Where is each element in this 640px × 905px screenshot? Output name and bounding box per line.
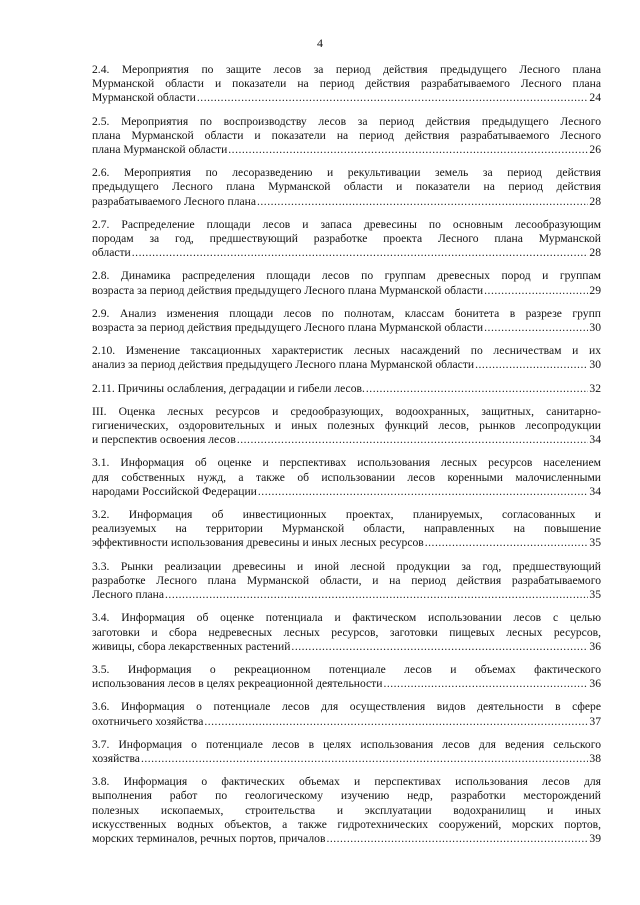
toc-entry-last-line	[92, 832, 601, 846]
toc-entry	[92, 560, 601, 603]
toc-page-number: 30	[589, 321, 601, 335]
toc-entry-line: гигиенических, оздоровительных и иных полезных функций лесов, рынков лесопродукции	[92, 419, 601, 433]
toc-page-number: 37	[589, 714, 601, 728]
toc-entry-last-line	[92, 485, 601, 499]
toc-entry-line: Мурманской области и показатели на период действия разрабатываемого Лесного плана	[92, 77, 601, 91]
toc-page-number: 28	[589, 246, 601, 260]
toc-entry-line: области	[92, 246, 131, 260]
dot-leader	[475, 358, 588, 372]
toc-entry	[92, 700, 601, 728]
toc-entry-last-line	[92, 321, 601, 335]
toc-entry-line: разрабатываемого Лесного плана	[92, 194, 256, 208]
toc-entry-line: охотничьего хозяйства	[92, 714, 204, 728]
toc-entry-line: эффективности использования древесины и иных лесных ресурсов	[92, 536, 424, 550]
toc-entry-line: III. Оценка лесных ресурсов и средообразующих, водоохранных, защитных, санитарно-	[92, 404, 601, 418]
toc-entry-line: 3.3. Рынки реализации древесины и иной лесной продукции за год, предшествующий	[92, 559, 601, 573]
toc-page-number: 39	[589, 831, 601, 845]
toc-entry-line: 3.1. Информация об оценке и перспективах использования лесных ресурсов населением	[92, 456, 601, 470]
toc-entry-line: 3.2. Информация об инвестиционных проектах, планируемых, согласованных и	[92, 508, 601, 522]
toc-entry-line: реализуемых на территории Мурманской области, направленных на повышение	[92, 522, 601, 536]
toc-page-number: 38	[589, 751, 601, 765]
toc-page-number: 26	[589, 143, 601, 157]
toc-entry-line: Лесного плана	[92, 588, 165, 602]
toc-page-number: 24	[589, 91, 601, 105]
toc-entry	[92, 775, 601, 846]
toc-entry-line: 3.8. Информация о фактических объемах и перспективах использования лесов для	[92, 775, 601, 789]
dot-leader	[165, 588, 588, 602]
toc-entry-line: народами Российской Федерации	[92, 484, 257, 498]
dot-leader	[484, 284, 588, 298]
toc-entry	[92, 218, 601, 261]
toc-entry-line: 3.5. Информация о рекреационном потенциале лесов и объемах фактического	[92, 662, 601, 676]
toc-entry-line: возраста за период действия предыдущего Лесного плана Мурманской области	[92, 283, 484, 297]
toc-entry-line: Мурманской области	[92, 91, 196, 105]
toc-entry	[92, 344, 601, 372]
toc-entry-last-line	[92, 640, 601, 654]
toc-entry-line: 2.10. Изменение таксационных характеристик лесных насаждений по лесничествам и их	[92, 344, 601, 358]
toc-entry	[92, 611, 601, 654]
toc-entry-line: 3.7. Информация о потенциале лесов в целях использования лесов для ведения сельского	[92, 737, 601, 751]
toc-entry	[92, 456, 601, 499]
dot-leader	[258, 485, 589, 499]
dot-leader	[366, 382, 589, 396]
toc-entry-line: заготовки и сбора недревесных лесных ресурсов, заготовки пищевых лесных ресурсов,	[92, 625, 601, 639]
toc-entry-line: морских терминалов, речных портов, причалов	[92, 831, 326, 845]
toc-page-number: 32	[589, 381, 601, 395]
toc-entry-last-line	[92, 715, 601, 729]
dot-leader	[291, 640, 588, 654]
toc-page-number: 29	[589, 283, 601, 297]
toc-entry-line: предыдущего Лесного плана Мурманской области и показатели на период действия	[92, 180, 601, 194]
toc-entry-line: искусственных водных объектов, а также гидротехнических сооружений, морских портов,	[92, 817, 601, 831]
toc-entry-line: плана Мурманской области и показатели на период действия разрабатываемого Лесного	[92, 128, 601, 142]
toc-page-number: 30	[589, 358, 601, 372]
toc-page-number: 36	[589, 639, 601, 653]
toc-page-number: 35	[589, 588, 601, 602]
dot-leader	[204, 715, 588, 729]
toc-entry	[92, 63, 601, 106]
toc-entry-line: 3.6. Информация о потенциале лесов для осуществления видов деятельности в сфере	[92, 700, 601, 714]
toc-entry-line: плана Мурманской области	[92, 143, 228, 157]
toc-page-number: 34	[589, 433, 601, 447]
toc-entry-line: использования лесов в целях рекреационной деятельности	[92, 677, 383, 691]
toc-entry-line: 2.4. Мероприятия по защите лесов за период действия предыдущего Лесного плана	[92, 63, 601, 76]
toc-entry	[92, 115, 601, 158]
toc-entry-last-line	[92, 143, 601, 157]
toc-entry-line: 2.8. Динамика распределения площади лесов по группам древесных пород и группам	[92, 269, 601, 283]
toc-entry-line: 2.11. Причины ослабления, деградации и гибели лесов.	[92, 381, 365, 395]
toc-entry-line: породам за год, предшествующий разработке проекта Лесного плана Мурманской	[92, 232, 601, 246]
toc-entry-line: 2.6. Мероприятия по лесоразведению и рекультивации земель за период действия	[92, 166, 601, 180]
toc-entry-line: разработке Лесного плана Мурманской области, и на период действия разрабатываемого	[92, 573, 601, 587]
toc-page-number: 36	[589, 677, 601, 691]
toc-entry-last-line	[92, 382, 601, 396]
toc-entry-line: полезных ископаемых, строительства и эксплуатации водохранилищ и иных	[92, 803, 601, 817]
toc-entry	[92, 382, 601, 396]
toc-page-number: 28	[589, 194, 601, 208]
toc-entry-last-line	[92, 195, 601, 209]
table-of-contents	[92, 63, 601, 846]
toc-entry	[92, 269, 601, 297]
toc-entry-line: возраста за период действия предыдущего Лесного плана Мурманской области	[92, 321, 484, 335]
toc-entry-last-line	[92, 358, 601, 372]
toc-entry-line: и перспектив освоения лесов	[92, 433, 236, 447]
dot-leader	[197, 91, 589, 105]
toc-page-number: 34	[589, 484, 601, 498]
dot-leader	[326, 832, 588, 846]
toc-entry	[92, 508, 601, 551]
toc-entry	[92, 738, 601, 766]
toc-entry	[92, 166, 601, 209]
toc-entry-last-line	[92, 433, 601, 447]
dot-leader	[132, 246, 589, 260]
toc-entry-line: хозяйства	[92, 751, 140, 765]
toc-entry-line: живицы, сбора лекарственных растений	[92, 639, 291, 653]
toc-entry-line: анализ за период действия предыдущего Лесного плана Мурманской области	[92, 358, 475, 372]
toc-entry-line: 2.7. Распределение площади лесов и запаса древесины по основным лесообразующим	[92, 217, 601, 231]
dot-leader	[425, 536, 589, 550]
toc-page-number: 35	[589, 536, 601, 550]
toc-entry-last-line	[92, 752, 601, 766]
toc-entry-line: для собственных нужд, а также об использовании лесов коренными малочисленными	[92, 470, 601, 484]
toc-entry-line: 2.5. Мероприятия по воспроизводству лесов за период действия предыдущего Лесного	[92, 114, 601, 128]
toc-entry	[92, 405, 601, 448]
toc-entry-line: 2.9. Анализ изменения площади лесов по полнотам, классам бонитета в разрезе групп	[92, 306, 601, 320]
toc-entry-last-line	[92, 284, 601, 298]
toc-entry-line: выполнения работ по геологическому изучению недр, разработки месторождений	[92, 789, 601, 803]
toc-entry	[92, 663, 601, 691]
dot-leader	[383, 677, 588, 691]
dot-leader	[141, 752, 588, 766]
dot-leader	[257, 195, 588, 209]
dot-leader	[237, 433, 589, 447]
toc-entry-last-line	[92, 246, 601, 260]
dot-leader	[228, 143, 588, 157]
toc-entry-last-line	[92, 677, 601, 691]
toc-entry-last-line	[92, 91, 601, 105]
toc-entry-line: 3.4. Информация об оценке потенциала и фактическом использовании лесов с целью	[92, 611, 601, 625]
toc-entry	[92, 307, 601, 335]
toc-entry-last-line	[92, 536, 601, 550]
toc-entry-last-line	[92, 588, 601, 602]
page-number: 4	[317, 36, 323, 50]
dot-leader	[484, 321, 588, 335]
